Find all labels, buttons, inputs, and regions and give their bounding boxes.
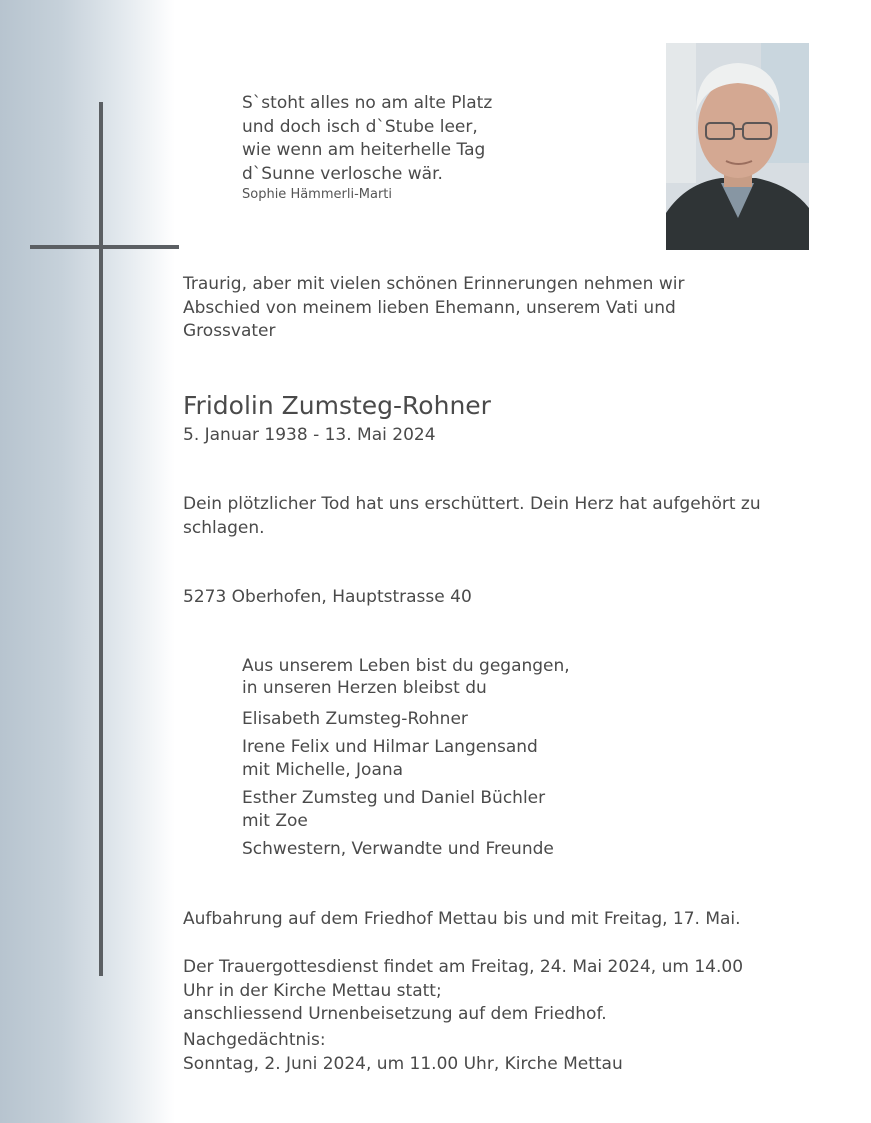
mourner-entry (242, 708, 662, 731)
mourners-list (242, 708, 662, 866)
statement-line: schlagen. (183, 517, 265, 538)
intro-text (183, 273, 823, 344)
memorial-notice (183, 1029, 823, 1076)
service-line: Uhr in der Kirche Mettau statt; (183, 980, 442, 1001)
intro-line: Grossvater (183, 321, 276, 341)
memorial-label: Nachgedächtnis: (183, 1030, 326, 1050)
mourner-line: Esther Zumsteg und Daniel Büchler (242, 788, 546, 808)
mourner-entry (242, 787, 662, 833)
viewing-notice: Aufbahrung auf dem Friedhof Mettau bis und mit Freitag, 17. Mai. (183, 909, 741, 929)
verse-line: Aus unserem Leben bist du gegangen, (242, 656, 570, 676)
service-line: anschliessend Urnenbeisetzung auf dem Friedhof. (183, 1004, 607, 1024)
statement-text (183, 493, 823, 540)
poem-line: und doch isch d`Stube leer, (242, 116, 478, 137)
mourner-entry (242, 736, 662, 782)
mourner-line: Schwestern, Verwandte und Freunde (242, 839, 554, 859)
poem-author: Sophie Hämmerli-Marti (242, 187, 393, 202)
cross-vertical-bar (99, 102, 103, 976)
service-line: Der Trauergottesdienst findet am Freitag, 24. Mai 2024, um 14.00 (183, 957, 744, 977)
mourner-line: mit Zoe (242, 811, 308, 831)
mourner-entry (242, 838, 662, 861)
farewell-verse (242, 655, 662, 699)
poem-line: wie wenn am heiterhelle Tag (242, 140, 486, 160)
deceased-name: Fridolin Zumsteg-Rohner (183, 391, 491, 420)
service-notice (183, 956, 823, 1027)
poem-line: S`stoht alles no am alte Platz (242, 93, 493, 113)
life-dates: 5. Januar 1938 - 13. Mai 2024 (183, 425, 436, 445)
poem-line: d`Sunne verlosche wär. (242, 163, 443, 184)
intro-line: Traurig, aber mit vielen schönen Erinnerungen nehmen wir (183, 274, 685, 294)
mourner-line: Irene Felix und Hilmar Langensand (242, 737, 538, 757)
verse-line: in unseren Herzen bleibst du (242, 678, 487, 698)
side-gradient-band (0, 0, 175, 1123)
mourner-line: Elisabeth Zumsteg-Rohner (242, 709, 468, 729)
address: 5273 Oberhofen, Hauptstrasse 40 (183, 587, 472, 607)
memorial-details: Sonntag, 2. Juni 2024, um 11.00 Uhr, Kirche Mettau (183, 1053, 623, 1074)
portrait-photo (666, 43, 809, 250)
statement-line: Dein plötzlicher Tod hat uns erschüttert. Dein Herz hat aufgehört zu (183, 494, 761, 514)
mourner-line: mit Michelle, Joana (242, 760, 404, 780)
intro-line: Abschied von meinem lieben Ehemann, unserem Vati und (183, 297, 676, 318)
cross-horizontal-bar (30, 245, 179, 249)
poem (242, 92, 642, 186)
